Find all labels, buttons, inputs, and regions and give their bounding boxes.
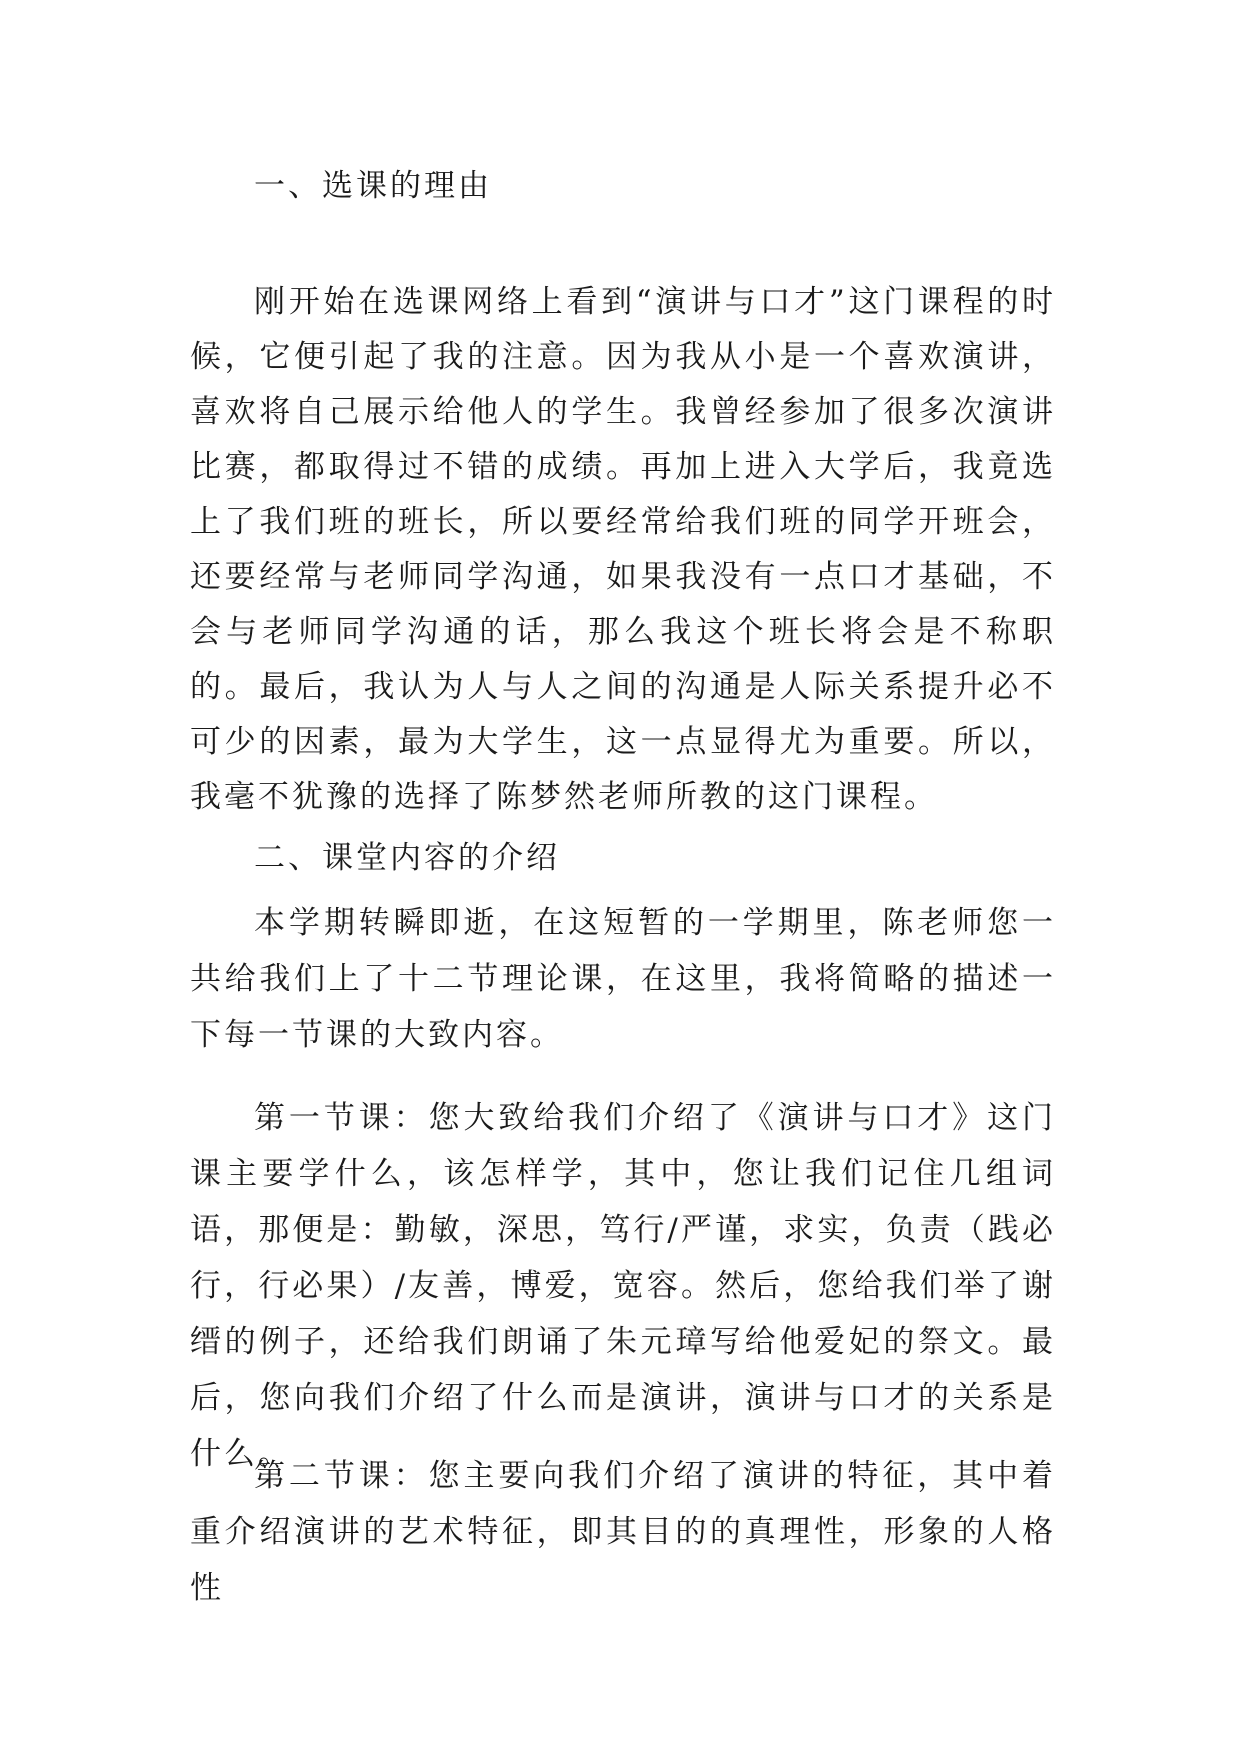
paragraph-lesson-one: 第一节课：您大致给我们介绍了《演讲与口才》这门课主要学什么，该怎样学，其中，您让我们记住几组词语，那便是：勤敏，深思，笃行/严谨，求实，负责（践必行，行必果）/友善，博爱，宽容。然后，您给我们举了谢缙的例子，还给我们朗诵了朱元璋写给他爱妃的祭文。最后，您向我们介绍了什么而是演讲，演讲与口才的关系是什么。: [190, 1100, 1056, 1472]
paragraph-lesson-two: 第二节课：您主要向我们介绍了演讲的特征，其中着重介绍演讲的艺术特征，即其目的的真理性，形象的人格性: [190, 1458, 1056, 1606]
section-heading-reason: 一、选课的理由: [254, 168, 492, 204]
section-heading-content: 二、课堂内容的介绍: [254, 840, 560, 876]
paragraph-semester-intro: 本学期转瞬即逝，在这短暂的一学期里，陈老师您一共给我们上了十二节理论课，在这里，我将简略的描述一下每一节课的大致内容。: [190, 905, 1056, 1053]
paragraph-reason: 刚开始在选课网络上看到“演讲与口才”这门课程的时候，它便引起了我的注意。因为我从小是一个喜欢演讲，喜欢将自己展示给他人的学生。我曾经参加了很多次演讲比赛，都取得过不错的成绩。再加上进入大学后，我竟选上了我们班的班长，所以要经常给我们班的同学开班会，还要经常与老师同学沟通，如果我没有一点口才基础，不会与老师同学沟通的话，那么我这个班长将会是不称职的。最后，我认为人与人之间的沟通是人际关系提升必不可少的因素，最为大学生，这一点显得尤为重要。所以，我毫不犹豫的选择了陈梦然老师所教的这门课程。: [190, 284, 1056, 815]
document-page: [190, 0, 1056, 1754]
